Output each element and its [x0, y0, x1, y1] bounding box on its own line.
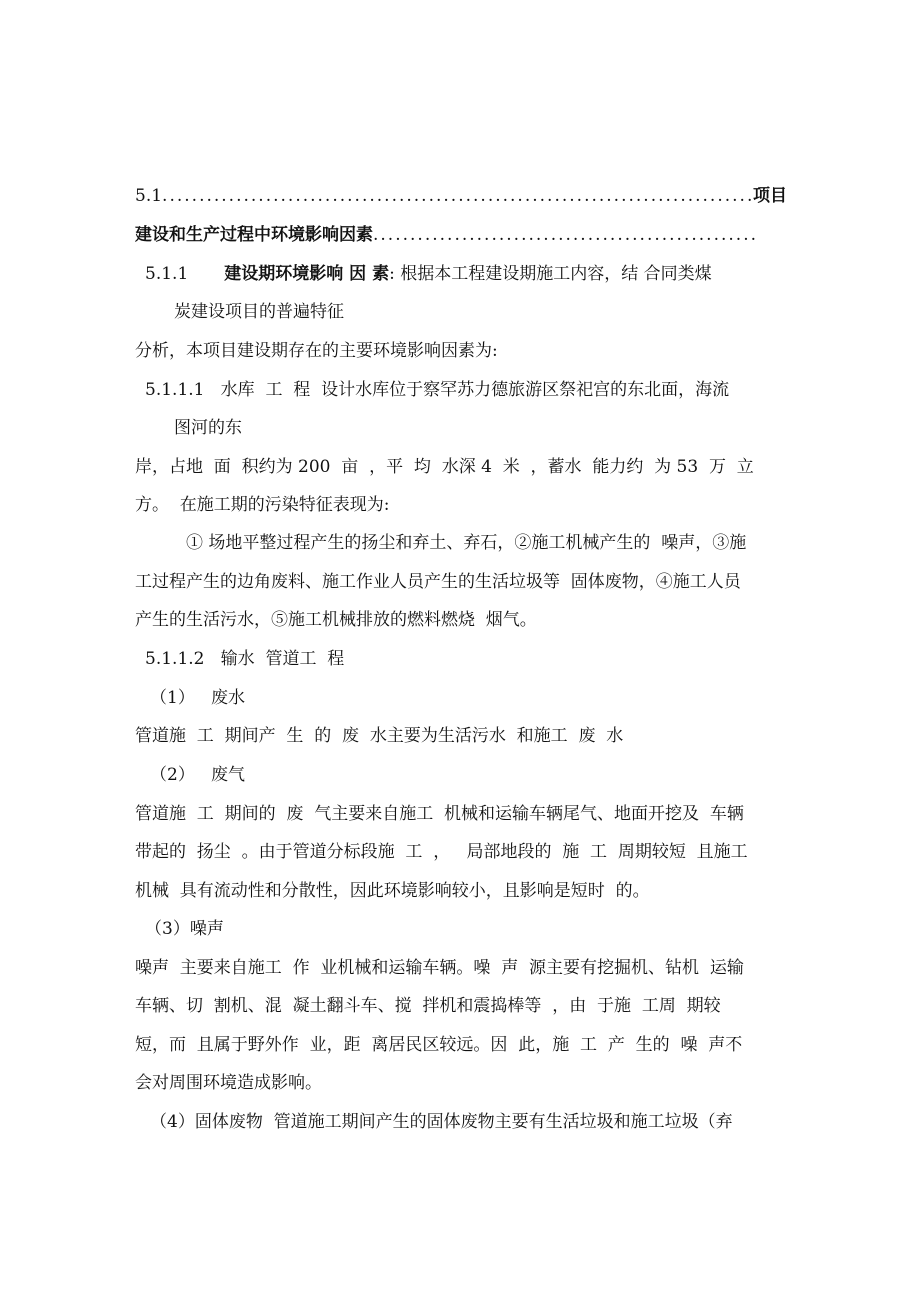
section-intro: : 根据本工程建设期施工内容，结 合同类煤 — [389, 264, 712, 284]
toc-entry-5-1-continued[interactable] — [135, 223, 755, 247]
section-number: 5.1.1 — [145, 264, 189, 284]
toc-entry-title-start: 项目 — [753, 186, 787, 206]
toc-entry-number: 5.1. — [135, 186, 168, 206]
section-5-1-1-heading — [145, 262, 712, 286]
paragraph-line: 炭建设项目的普遍特征 — [174, 302, 344, 322]
subsection-label: （1） 废水 — [150, 688, 246, 708]
paragraph-line: 管道施 工 期间产 生 的 废 水主要为生活污水 和施工 废 水 — [135, 726, 624, 746]
section-5-1-1-2-heading: 5.1.1.2 输水 管道工 程 — [145, 649, 345, 669]
section-title: 建设期环境影响 因 素 — [224, 264, 390, 284]
paragraph-line: 短，而 且属于野外作 业，距 离居民区较远。因 此，施 工 产 生的 噪 声不 — [135, 1035, 743, 1055]
pollution-list-line: ① 场地平整过程产生的扬尘和弃土、弃石，②施工机械产生的 噪声，③施 — [186, 533, 747, 553]
toc-entry-5-1[interactable] — [135, 184, 787, 208]
paragraph-line: 分析，本项目建设期存在的主要环境影响因素为: — [135, 341, 498, 361]
section-5-1-1-1-heading: 5.1.1.1 水库 工 程 设计水库位于察罕苏力德旅游区祭祀宫的东北面，海流 — [145, 380, 730, 400]
toc-leader-dots — [373, 223, 755, 247]
paragraph-line: （4）固体废物 管道施工期间产生的固体废物主要有生活垃圾和施工垃圾（弃 — [150, 1112, 733, 1132]
paragraph-line: 噪声 主要来自施工 作 业机械和运输车辆。噪 声 源主要有挖掘机、钻机 运输 — [135, 958, 744, 978]
paragraph-line: 图河的东 — [174, 418, 242, 438]
subsection-label: （3）噪声 — [145, 919, 224, 939]
paragraph-line: 车辆、切 割机、混 凝土翻斗车、搅 拌机和震捣棒等 ，由 于施 工周 期较 — [135, 996, 721, 1016]
paragraph-line: 管道施 工 期间的 废 气主要来自施工 机械和运输车辆尾气、地面开挖及 车辆 — [135, 804, 744, 824]
toc-leader-dots — [169, 184, 751, 208]
subsection-label: （2） 废气 — [150, 765, 246, 785]
paragraph-line: 方。 在施工期的污染特征表现为: — [135, 495, 390, 515]
toc-entry-title: 建设和生产过程中环境影响因素 — [135, 225, 373, 245]
paragraph-line: 岸，占地 面 积约为 200 亩 ，平 均 水深 4 米 ，蓄水 能力约 为 53 万 立 — [135, 457, 754, 477]
paragraph-line: 机械 具有流动性和分散性，因此环境影响较小，且影响是短时 的。 — [135, 881, 650, 901]
paragraph-line: 会对周围环境造成影响。 — [135, 1073, 322, 1093]
pollution-list-line: 工过程产生的边角废料、施工作业人员产生的生活垃圾等 固体废物，④施工人员 — [135, 572, 741, 592]
paragraph-line: 带起的 扬尘 。由于管道分标段施 工 ， 局部地段的 施 工 周期较短 且施工 — [135, 842, 748, 862]
pollution-list-line: 产生的生活污水，⑤施工机械排放的燃料燃烧 烟气。 — [135, 610, 537, 630]
